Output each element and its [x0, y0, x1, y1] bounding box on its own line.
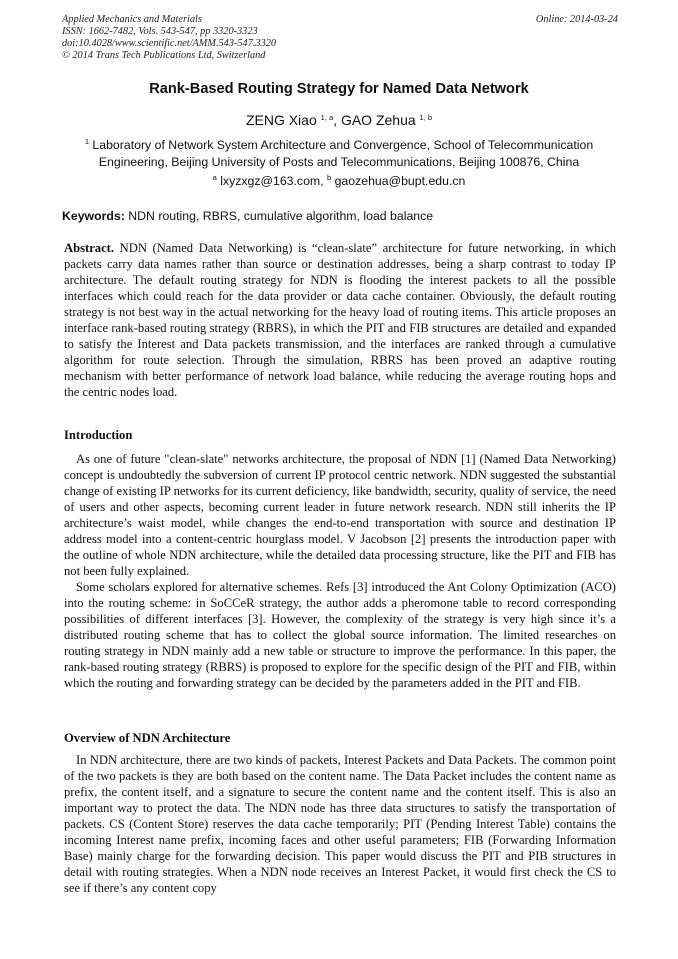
- keywords-label: Keywords:: [62, 209, 125, 223]
- introduction-section: [64, 452, 616, 692]
- author-affiliation-mark: 1, a: [320, 113, 334, 122]
- author-emails: [62, 174, 616, 188]
- section-heading-overview: Overview of NDN Architecture: [64, 731, 231, 745]
- keywords-text: NDN routing, RBRS, cumulative algorithm, load balance: [124, 209, 434, 223]
- journal-name: Applied Mechanics and Materials: [62, 14, 202, 25]
- abstract: [64, 241, 616, 401]
- paragraph: Some scholars explored for alternative schemes. Refs [3] introduced the Ant Colony Optimization (ACO) into the routing scheme: in SoCCeR strategy, the author adds a pheromone table to record corresponding possibilities of different interfaces [3]. However, the complexity of the strategy is very high since it’s a distributed routing scheme that has to collect the global source information. The limited researches on routing strategy in NDN mainly add a new table or structure to improve the performance. In this paper, the rank-based routing strategy (RBRS) is proposed to explore for the specific design of the PIT and FIB, within which the routing and forwarding strategy can be decided by the parameters added in the PIT and FIB.: [64, 579, 616, 690]
- email-mark: b: [327, 173, 332, 182]
- paper-title: Rank-Based Routing Strategy for Named Data Network: [149, 81, 529, 97]
- email-address: lxyzxgz@163.com,: [216, 174, 327, 188]
- paragraph: In NDN architecture, there are two kinds of packets, Interest Packets and Data Packets. The common point of the two packets is they are both based on the content name. The Data Packet includes the content name as prefix, the content itself, and a signature to secure the content name and the content itself. This is also an important way to protect the data. The NDN node has three data structures to satisfy the transportation of packets. CS (Content Store) reserves the data cache temporarily; PIT (Pending Interest Table) contains the incoming Interest name prefix, incoming faces and other useful parameters; FIB (Forwarding Information Base) mainly charge for the forwarding decision. This paper would discuss the PIT and PIB structures in detail with routing strategies. When a NDN node receives an Interest Packet, it would first check the CS to see if there’s any content copy: [64, 753, 616, 895]
- author-name: ZENG Xiao: [245, 112, 317, 128]
- journal-header: [62, 14, 618, 62]
- author-list: [62, 112, 616, 128]
- email-address: gaozehua@bupt.edu.cn: [331, 174, 466, 188]
- keywords: [62, 209, 616, 223]
- author-affiliation-mark: 1, b: [419, 113, 433, 122]
- author-name: GAO Zehua: [340, 112, 416, 128]
- doi-line: doi:10.4028/www.scientific.net/AMM.543-547.3320: [62, 38, 277, 49]
- author-separator: ,: [333, 112, 341, 128]
- online-date: Online: 2014-03-24: [535, 14, 618, 25]
- copyright-line: © 2014 Trans Tech Publications Ltd, Switzerland: [62, 50, 266, 61]
- abstract-label: Abstract.: [64, 241, 115, 255]
- paragraph: As one of future "clean-slate" networks architecture, the proposal of NDN [1] (Named Data Networking) concept is undoubtedly the subversion of current IP protocol centric network. NDN suggested the substantial change of existing IP networks for its current deficiency, like bandwidth, security, quality of service, the need of users and other aspects, becoming current leader in future network research. NDN still inherits the IP architecture’s waist model, while changes the end-to-end transportation with source and destination IP address model into a content-centric hourglass model. V Jacobson [2] presents the introduction paper with the outline of whole NDN architecture, while the detailed data processing structure, like the PIT and FIB has not been fully explained.: [64, 452, 616, 578]
- email-mark: a: [212, 173, 217, 182]
- section-heading-introduction: Introduction: [64, 428, 133, 442]
- affiliation: [62, 137, 616, 171]
- affiliation-mark: 1: [84, 137, 89, 146]
- abstract-text: NDN (Named Data Networking) is “clean-slate” architecture for future networking, in which packets carry data names rather than source or destination addresses, being a sharp contrast to today IP architecture. The default routing strategy for NDN is flooding the interest packets to all the possible interfaces which could reach for the data provider or data cache container. Obviously, the default routing strategy is not best way in the actual networking for the heavy load of routing items. This article proposes an interface rank-based routing strategy (RBRS), in which the PIT and FIB structures are detailed and expanded to satisfy the Interest and Data packets transmission, and the interfaces are ranked through a cumulative algorithm for route selection. Through the simulation, RBRS has been proved an adaptive routing mechanism with better performance of network load balance, while reducing the average routing hops and the centric nodes load.: [64, 241, 616, 399]
- affiliation-text: Laboratory of Network System Architecture and Convergence, School of Telecommunication Engineering, Beijing University of Posts and Telecommunications, Beijing 100876, China: [88, 138, 594, 169]
- issn-line: ISSN: 1662-7482, Vols. 543-547, pp 3320-3323: [62, 26, 258, 37]
- overview-section: [64, 753, 616, 897]
